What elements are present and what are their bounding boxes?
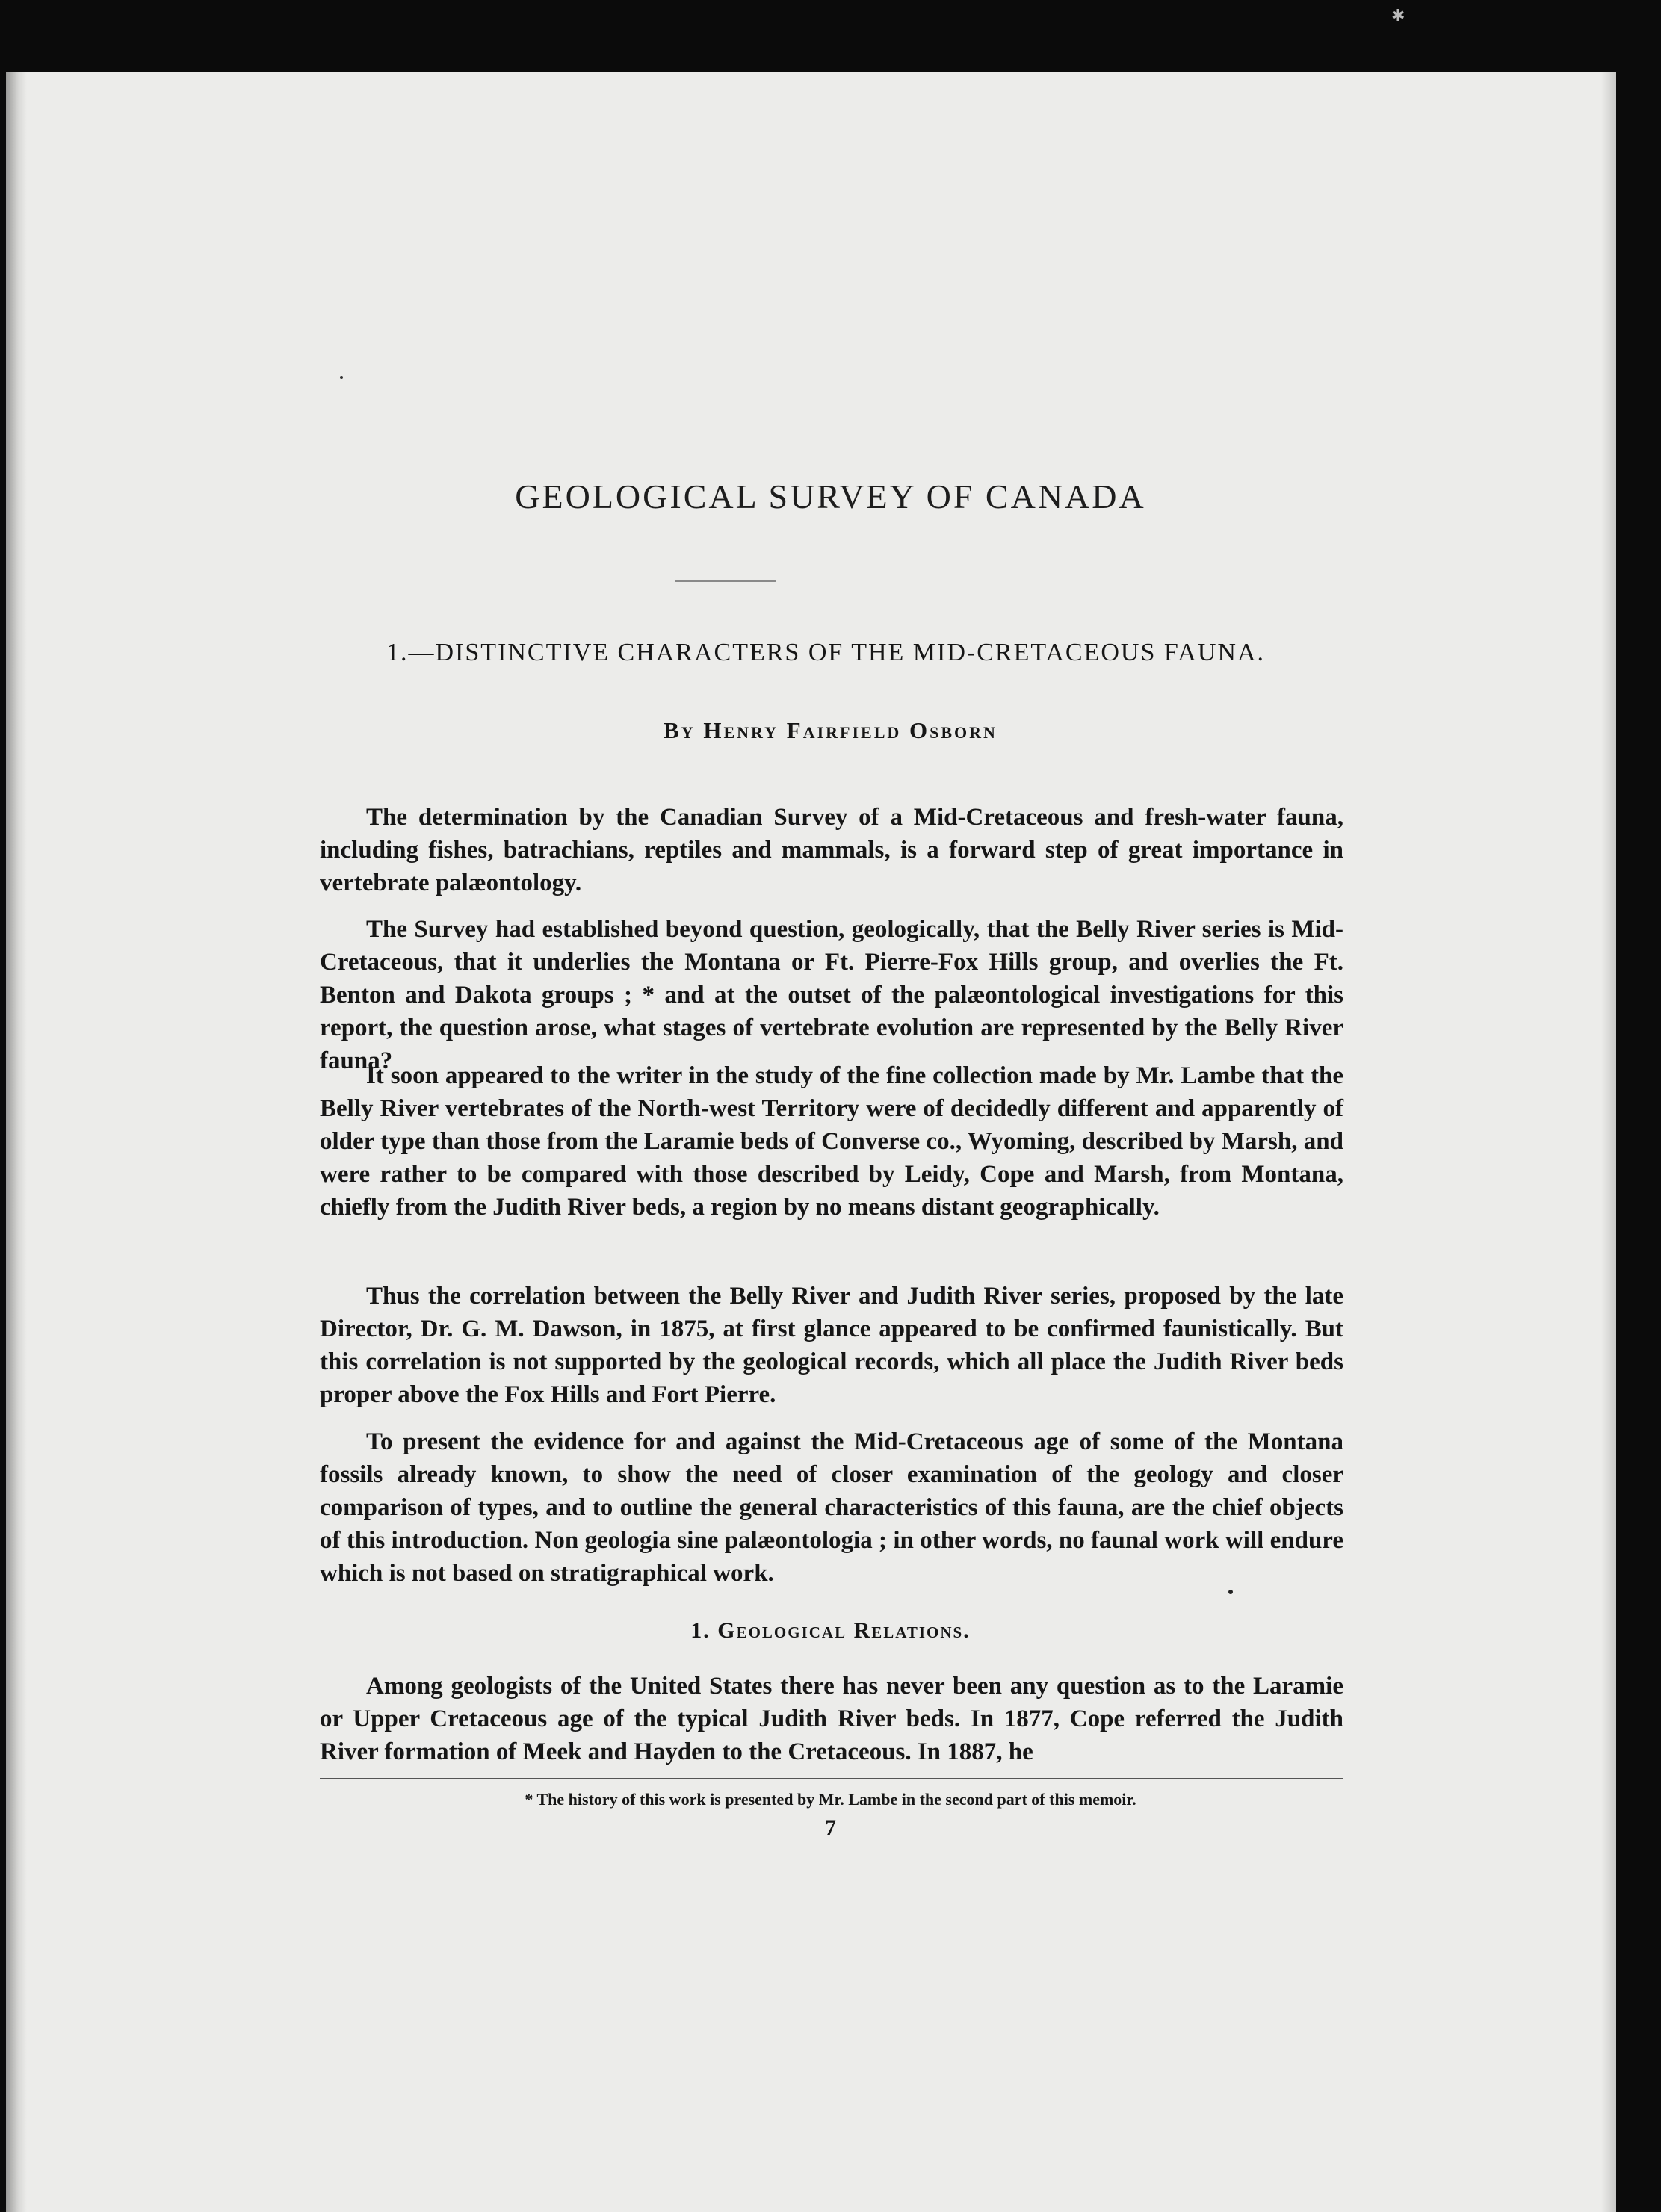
paragraph-1: The determination by the Canadian Survey of a Mid-Cretaceous and fresh-water fauna, including fishes, batrachians, reptiles and mammals, is a forward step of great importance in vertebrate palæontology.	[320, 804, 1343, 896]
paragraph-4: Thus the correlation between the Belly River and Judith River series, proposed by the late Director, Dr. G. M. Dawson, in 1875, at first glance appeared to be confirmed faunistically. But this correlation is not supported by the geological records, which all place the Judith River beds proper above the Fox Hills and Fort Pierre.	[320, 1283, 1343, 1408]
scan-artifact-mark: ✱	[1391, 6, 1405, 25]
page-left-edge	[6, 72, 27, 2212]
footnote-divider	[320, 1778, 1343, 1779]
section-paragraph: Among geologists of the United States there has never been any question as to the Laramie or Upper Cretaceous age of the typical Judith River beds. In 1877, Cope referred the Judith River formation of Meek and Hayden to the Cretaceous. In 1887, he	[320, 1673, 1343, 1765]
title-divider	[675, 580, 776, 582]
paper-speck	[340, 376, 343, 379]
ink-dot	[1228, 1590, 1233, 1594]
paragraph-3: It soon appeared to the writer in the study of the fine collection made by Mr. Lambe that the Belly River vertebrates of the North-west Territory were of decidedly different and apparently of older type than those from the Laramie beds of Converse co., Wyoming, described by Marsh, and were rather to be compared with those described by Leidy, Cope and Marsh, from Montana, chiefly from the Judith River beds, a region by no means distant geographically.	[320, 1062, 1343, 1221]
author-byline: By Henry Fairfield Osborn	[664, 717, 997, 743]
paragraph-2: The Survey had established beyond question, geologically, that the Belly River series is Mid-Cretaceous, that it underlies the Montana or Ft. Pierre-Fox Hills group, and overlies the Ft. Benton and Dakota groups ; * and at the outset of the palæontological investigations for this report, the question arose, what stages of vertebrate evolution are represented by the Belly River fauna?	[320, 916, 1343, 1074]
footnote: * The history of this work is presented by Mr. Lambe in the second part of this memoir.	[525, 1790, 1136, 1809]
paragraph-5: To present the evidence for and against the Mid-Cretaceous age of some of the Montana fossils already known, to show the need of closer examination of the geology and closer comparison of types, and to outline the general characteristics of this fauna, are the chief objects of this introduction. Non geologia sine palæontologia ; in other words, no faunal work will endure which is not based on stratigraphical work.	[320, 1428, 1343, 1587]
running-title: GEOLOGICAL SURVEY OF CANADA	[515, 477, 1146, 515]
page-number: 7	[825, 1815, 836, 1840]
section-heading: 1. Geological Relations.	[690, 1618, 971, 1643]
binding-shadow	[1601, 72, 1616, 2212]
article-heading: 1.—DISTINCTIVE CHARACTERS OF THE MID-CRETACEOUS FAUNA.	[386, 639, 1265, 666]
